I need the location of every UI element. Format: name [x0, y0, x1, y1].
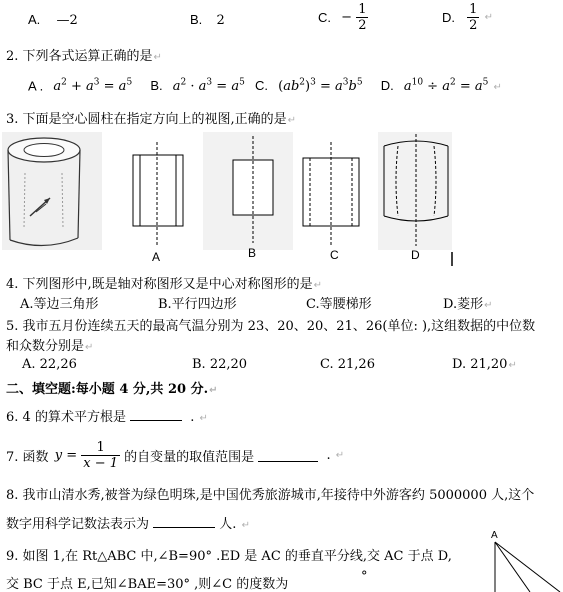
q9-triangle-figure	[490, 540, 563, 592]
q1-option-a: A. —2	[28, 12, 78, 28]
section-2-title: 二、填空题:每小题 4 分,共 20 分.↵	[6, 382, 218, 397]
q3-label-a: A	[152, 250, 161, 264]
q1-option-b: B. 2	[190, 12, 225, 28]
q6-answer-blank	[130, 408, 182, 421]
q5-option-a: A. 22,26	[22, 357, 77, 372]
q4-stem: 4. 下列图形中,既是轴对称图形又是中心对称图形的是↵	[6, 277, 323, 292]
q9-line-1: 9. 如图 1,在 Rt△ABC 中,∠B=90° .ED 是 AC 的垂直平分线,交 AC 于点 D,	[6, 549, 452, 564]
q5-line-1: 5. 我市五月份连续五天的最高气温分别为 23、20、20、21、26(单位: ),这组数据的中位数	[6, 319, 536, 334]
q3-label-c: C	[330, 248, 339, 262]
q1-c-fraction: $\frac{1}{2}$	[358, 2, 367, 33]
q7: 7. 函数 y = $\frac{1}{x - 1}$ 的自变量的取值范围是 . ↵	[6, 440, 345, 471]
q9-line-2: 交 BC 于点 E,已知∠BAE=30° ,则∠C 的度数为	[6, 577, 289, 592]
q4-option-b: B.平行四边形	[158, 297, 237, 312]
q1-d-fraction: $\frac{1}{2}$	[469, 2, 478, 33]
q2-stem: 2. 下列各式运算正确的是↵	[6, 49, 162, 64]
q2-expr-a: $a^2 + a^3 = a^5$	[53, 78, 133, 95]
q6: 6. 4 的算术平方根是 . ↵	[6, 410, 208, 425]
q5-line-2: 和众数分别是↵	[6, 339, 94, 354]
hollow-cylinder-figure	[2, 132, 102, 250]
view-a-figure	[133, 142, 183, 246]
q5-option-d: D. 21,20↵	[452, 357, 517, 372]
q2-expr-d: $a^{10} \div a^2 = a^5$	[403, 78, 489, 95]
q4-option-d: D.菱形↵	[443, 297, 493, 312]
view-c-figure	[303, 142, 359, 246]
q1-option-c: C. − $\frac{1}{2}$	[318, 2, 367, 33]
q8-line-1: 8. 我市山清水秀,被誉为绿色明珠,是中国优秀旅游城市,年接待中外游客约 5000000 人,这个	[6, 488, 535, 503]
q9-figure-label-a: A	[491, 530, 498, 541]
q2-expr-c: $(ab^2)^3 = a^3b^5$	[278, 78, 363, 95]
view-d-figure	[378, 132, 452, 250]
q8-answer-blank	[153, 515, 215, 528]
q3-label-b: B	[248, 246, 257, 260]
q2-options: A . $a^2 + a^3 = a^5$ B. $a^2 \cdot a^3 = a^5$ C. $(ab^2)^3 = a^3b^5$ D. $a^{10} \div a^2 = a^5$ ↵	[28, 78, 502, 95]
q7-fraction: $\frac{1}{x - 1}$	[83, 440, 118, 471]
q2-expr-b: $a^2 \cdot a^3 = a^5$	[172, 78, 245, 95]
q3-stem: 3. 下面是空心圆柱在指定方向上的视图,正确的是↵	[6, 112, 297, 127]
q3-label-d: D	[411, 248, 420, 262]
q4-option-a: A.等边三角形	[20, 297, 99, 312]
return-mark: ↵	[484, 12, 493, 23]
view-b-figure	[203, 132, 293, 250]
q5-option-c: C. 21,26	[320, 357, 375, 372]
q8-line-2: 数字用科学记数法表示为 人. ↵	[6, 517, 250, 532]
q1-option-d: D. $\frac{1}{2}$ ↵	[442, 2, 493, 33]
q3-figures	[0, 128, 470, 270]
q4-option-c: C.等腰梯形	[306, 297, 372, 312]
q5-option-b: B. 22,20	[192, 357, 248, 372]
q9-degree-mark: °	[361, 569, 368, 584]
q7-answer-blank	[258, 449, 318, 462]
